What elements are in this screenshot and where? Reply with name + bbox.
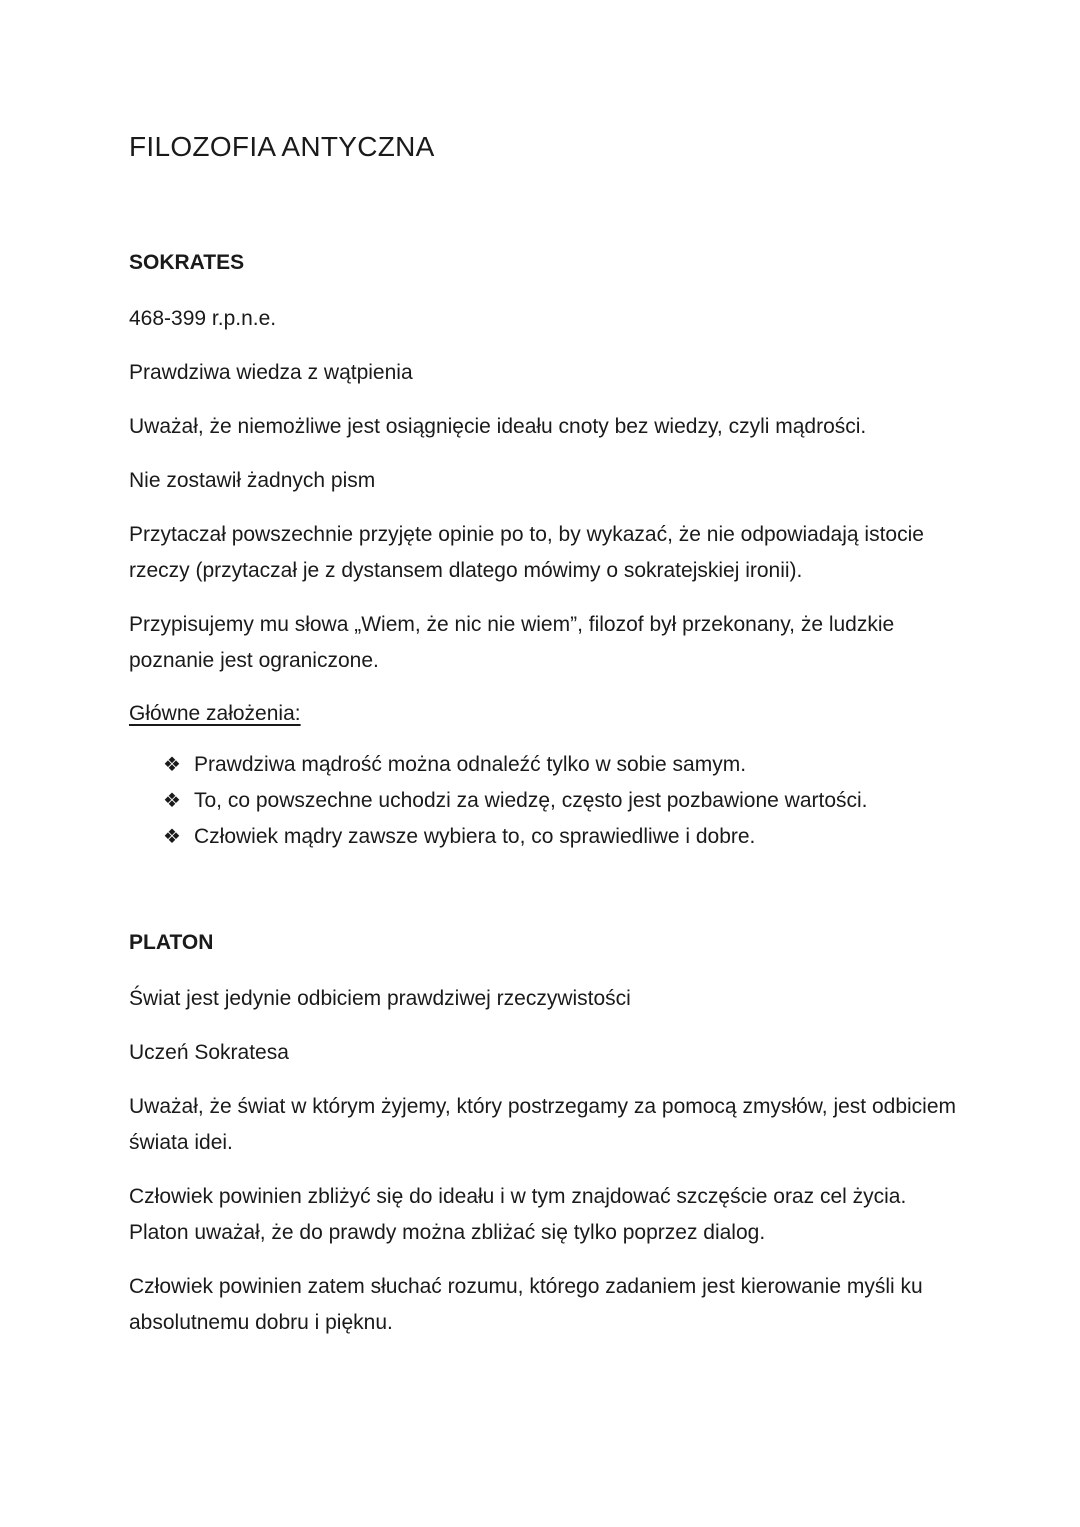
assumptions-list (129, 747, 959, 855)
paragraph-reason: Człowiek powinien zatem słuchać rozumu, którego zadaniem jest kierowanie myśli ku absolutnemu dobru i pięknu. (129, 1275, 923, 1334)
list-item-text: Prawdziwa mądrość można odnaleźć tylko w sobie samym. (194, 753, 747, 776)
list-item (163, 783, 959, 819)
document-title: FILOZOFIA ANTYCZNA (129, 131, 435, 162)
assumptions-heading: Główne założenia: (129, 702, 301, 725)
paragraph-ideas: Uważał, że świat w którym żyjemy, który postrzegamy za pomocą zmysłów, jest odbiciem świata idei. (129, 1095, 957, 1154)
paragraph-quote: Przypisujemy mu słowa „Wiem, że nic nie wiem”, filozof był przekonany, że ludzkie poznanie jest ograniczone. (129, 613, 895, 672)
diamond-bullet-icon: ❖ (163, 790, 181, 812)
list-item-text: To, co powszechne uchodzi za wiedzę, często jest pozbawione wartości. (194, 789, 868, 812)
paragraph-no-writings: Nie zostawił żadnych pism (129, 469, 376, 492)
section-sokrates (129, 248, 959, 855)
paragraph-irony: Przytaczał powszechnie przyjęte opinie po to, by wykazać, że nie odpowiadają istocie rzeczy (przytaczał je z dystansem dlatego mówimy o sokratejskiej ironii). (129, 523, 924, 582)
paragraph-dialog: Człowiek powinien zbliżyć się do ideału i w tym znajdować szczęście oraz cel życia. Platon uważał, że do prawdy można zbliżać się tylko poprzez dialog. (129, 1185, 907, 1244)
paragraph-dates: 468-399 r.p.n.e. (129, 307, 277, 330)
list-item-text: Człowiek mądry zawsze wybiera to, co sprawiedliwe i dobre. (194, 825, 756, 848)
paragraph-motto: Prawdziwa wiedza z wątpienia (129, 361, 413, 384)
diamond-bullet-icon: ❖ (163, 754, 181, 776)
diamond-bullet-icon: ❖ (163, 826, 181, 848)
list-item (163, 819, 959, 855)
paragraph-student: Uczeń Sokratesa (129, 1041, 289, 1064)
paragraph-virtue: Uważał, że niemożliwe jest osiągnięcie ideału cnoty bez wiedzy, czyli mądrości. (129, 415, 867, 438)
section-heading-sokrates: SOKRATES (129, 251, 245, 274)
paragraph-world-reflection: Świat jest jedynie odbiciem prawdziwej rzeczywistości (129, 987, 631, 1010)
section-heading-platon: PLATON (129, 931, 214, 954)
list-item (163, 747, 959, 783)
section-platon (129, 928, 959, 1341)
